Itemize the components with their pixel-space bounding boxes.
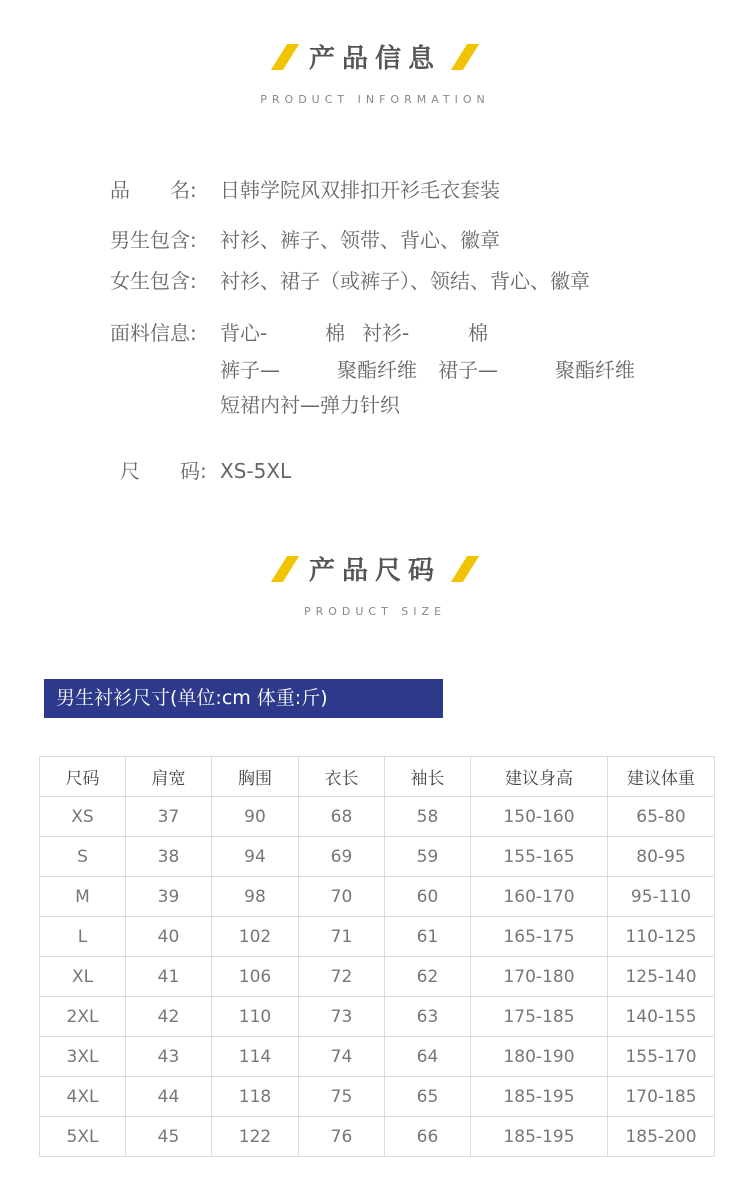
table-cell: 106 xyxy=(212,957,299,997)
table-cell: 45 xyxy=(126,1117,212,1157)
table-cell: 62 xyxy=(385,957,471,997)
size-section-subtitle: PRODUCT SIZE xyxy=(303,605,447,618)
fabric-item: 棉 xyxy=(325,321,345,345)
table-cell: 170-180 xyxy=(471,957,608,997)
table-row xyxy=(40,957,715,997)
table-row xyxy=(40,1117,715,1157)
table-cell: 90 xyxy=(212,797,299,837)
table-cell: 59 xyxy=(385,837,471,877)
yellow-slash-icon xyxy=(271,556,299,582)
table-cell: 42 xyxy=(126,997,212,1037)
fabric-item: 棉 xyxy=(468,321,488,345)
table-cell: 95-110 xyxy=(608,877,715,917)
header-cell: 袖长 xyxy=(385,757,471,797)
table-cell: 69 xyxy=(299,837,385,877)
table-cell: 180-190 xyxy=(471,1037,608,1077)
table-cell: 70 xyxy=(299,877,385,917)
name-value: 日韩学院风双排扣开衫毛衣套装 xyxy=(220,178,500,202)
table-cell: 73 xyxy=(299,997,385,1037)
table-row xyxy=(40,917,715,957)
info-row-size xyxy=(120,455,291,484)
size-value: XS-5XL xyxy=(220,459,292,483)
size-section-title: 产品尺码 xyxy=(308,556,441,586)
table-cell: 110-125 xyxy=(608,917,715,957)
fabric-item: 衬衫- xyxy=(362,321,410,345)
table-cell: 175-185 xyxy=(471,997,608,1037)
fabric-item: 裙子— xyxy=(438,358,498,382)
header-cell: 建议身高 xyxy=(471,757,608,797)
header-cell: 建议体重 xyxy=(608,757,715,797)
table-cell: 94 xyxy=(212,837,299,877)
table-cell: 185-200 xyxy=(608,1117,715,1157)
table-cell: 122 xyxy=(212,1117,299,1157)
info-row-fabric xyxy=(110,317,220,346)
table-cell: 76 xyxy=(299,1117,385,1157)
table-cell: 155-165 xyxy=(471,837,608,877)
table-cell: 71 xyxy=(299,917,385,957)
size-table xyxy=(39,756,715,1157)
fabric-item: 聚酯纤维 xyxy=(337,358,417,382)
table-cell: M xyxy=(40,877,126,917)
boys-value: 衬衫、裤子、领带、背心、徽章 xyxy=(220,228,500,252)
table-cell: 185-195 xyxy=(471,1117,608,1157)
table-cell: 41 xyxy=(126,957,212,997)
yellow-slash-icon xyxy=(451,44,479,70)
fabric-item: 裤子— xyxy=(220,358,280,382)
table-cell: 114 xyxy=(212,1037,299,1077)
table-header-row xyxy=(40,757,715,797)
table-cell: 165-175 xyxy=(471,917,608,957)
info-row-girls xyxy=(110,265,590,294)
table-cell: 118 xyxy=(212,1077,299,1117)
yellow-slash-icon xyxy=(271,44,299,70)
fabric-item: 聚酯纤维 xyxy=(555,358,635,382)
table-cell: L xyxy=(40,917,126,957)
table-cell: 60 xyxy=(385,877,471,917)
table-cell: S xyxy=(40,837,126,877)
table-cell: 37 xyxy=(126,797,212,837)
table-cell: 4XL xyxy=(40,1077,126,1117)
fabric-item: 背心- xyxy=(220,321,268,345)
header-cell: 肩宽 xyxy=(126,757,212,797)
size-label: 尺 码: xyxy=(120,459,207,483)
table-cell: XL xyxy=(40,957,126,997)
table-cell: 185-195 xyxy=(471,1077,608,1117)
fabric-label: 面料信息: xyxy=(110,321,197,345)
table-cell: 160-170 xyxy=(471,877,608,917)
table-title: 男生衬衫尺寸(单位:cm 体重:斤) xyxy=(44,679,443,718)
info-row-boys xyxy=(110,224,500,253)
table-cell: 140-155 xyxy=(608,997,715,1037)
info-section-subtitle: PRODUCT INFORMATION xyxy=(260,93,490,106)
table-row xyxy=(40,837,715,877)
info-section-header xyxy=(0,38,750,106)
table-row xyxy=(40,997,715,1037)
table-cell: 38 xyxy=(126,837,212,877)
size-section-header xyxy=(0,550,750,618)
header-cell: 衣长 xyxy=(299,757,385,797)
table-cell: 40 xyxy=(126,917,212,957)
girls-value: 衬衫、裙子（或裤子）、领结、背心、徽章 xyxy=(220,269,590,293)
table-cell: 150-160 xyxy=(471,797,608,837)
table-cell: 170-185 xyxy=(608,1077,715,1117)
fabric-item: 短裙内衬—弹力针织 xyxy=(220,393,400,417)
table-body xyxy=(40,797,715,1157)
table-cell: 58 xyxy=(385,797,471,837)
table-cell: 65 xyxy=(385,1077,471,1117)
table-cell: 68 xyxy=(299,797,385,837)
table-cell: 63 xyxy=(385,997,471,1037)
table-row xyxy=(40,1037,715,1077)
table-cell: 80-95 xyxy=(608,837,715,877)
table-row xyxy=(40,1077,715,1117)
table-row xyxy=(40,797,715,837)
table-cell: 43 xyxy=(126,1037,212,1077)
table-cell: 2XL xyxy=(40,997,126,1037)
table-cell: 75 xyxy=(299,1077,385,1117)
table-row xyxy=(40,877,715,917)
table-cell: 98 xyxy=(212,877,299,917)
table-cell: 39 xyxy=(126,877,212,917)
table-cell: 72 xyxy=(299,957,385,997)
table-cell: 3XL xyxy=(40,1037,126,1077)
table-cell: 64 xyxy=(385,1037,471,1077)
table-cell: 155-170 xyxy=(608,1037,715,1077)
boys-label: 男生包含: xyxy=(110,228,197,252)
table-cell: 44 xyxy=(126,1077,212,1117)
table-cell: 125-140 xyxy=(608,957,715,997)
name-label: 品 名: xyxy=(110,178,197,202)
girls-label: 女生包含: xyxy=(110,269,197,293)
yellow-slash-icon xyxy=(451,556,479,582)
table-cell: 110 xyxy=(212,997,299,1037)
table-cell: 65-80 xyxy=(608,797,715,837)
info-row-name xyxy=(110,174,500,203)
table-cell: 102 xyxy=(212,917,299,957)
table-cell: XS xyxy=(40,797,126,837)
info-section-title: 产品信息 xyxy=(308,44,441,74)
table-cell: 61 xyxy=(385,917,471,957)
header-cell: 胸围 xyxy=(212,757,299,797)
header-cell: 尺码 xyxy=(40,757,126,797)
table-cell: 66 xyxy=(385,1117,471,1157)
table-cell: 74 xyxy=(299,1037,385,1077)
table-cell: 5XL xyxy=(40,1117,126,1157)
